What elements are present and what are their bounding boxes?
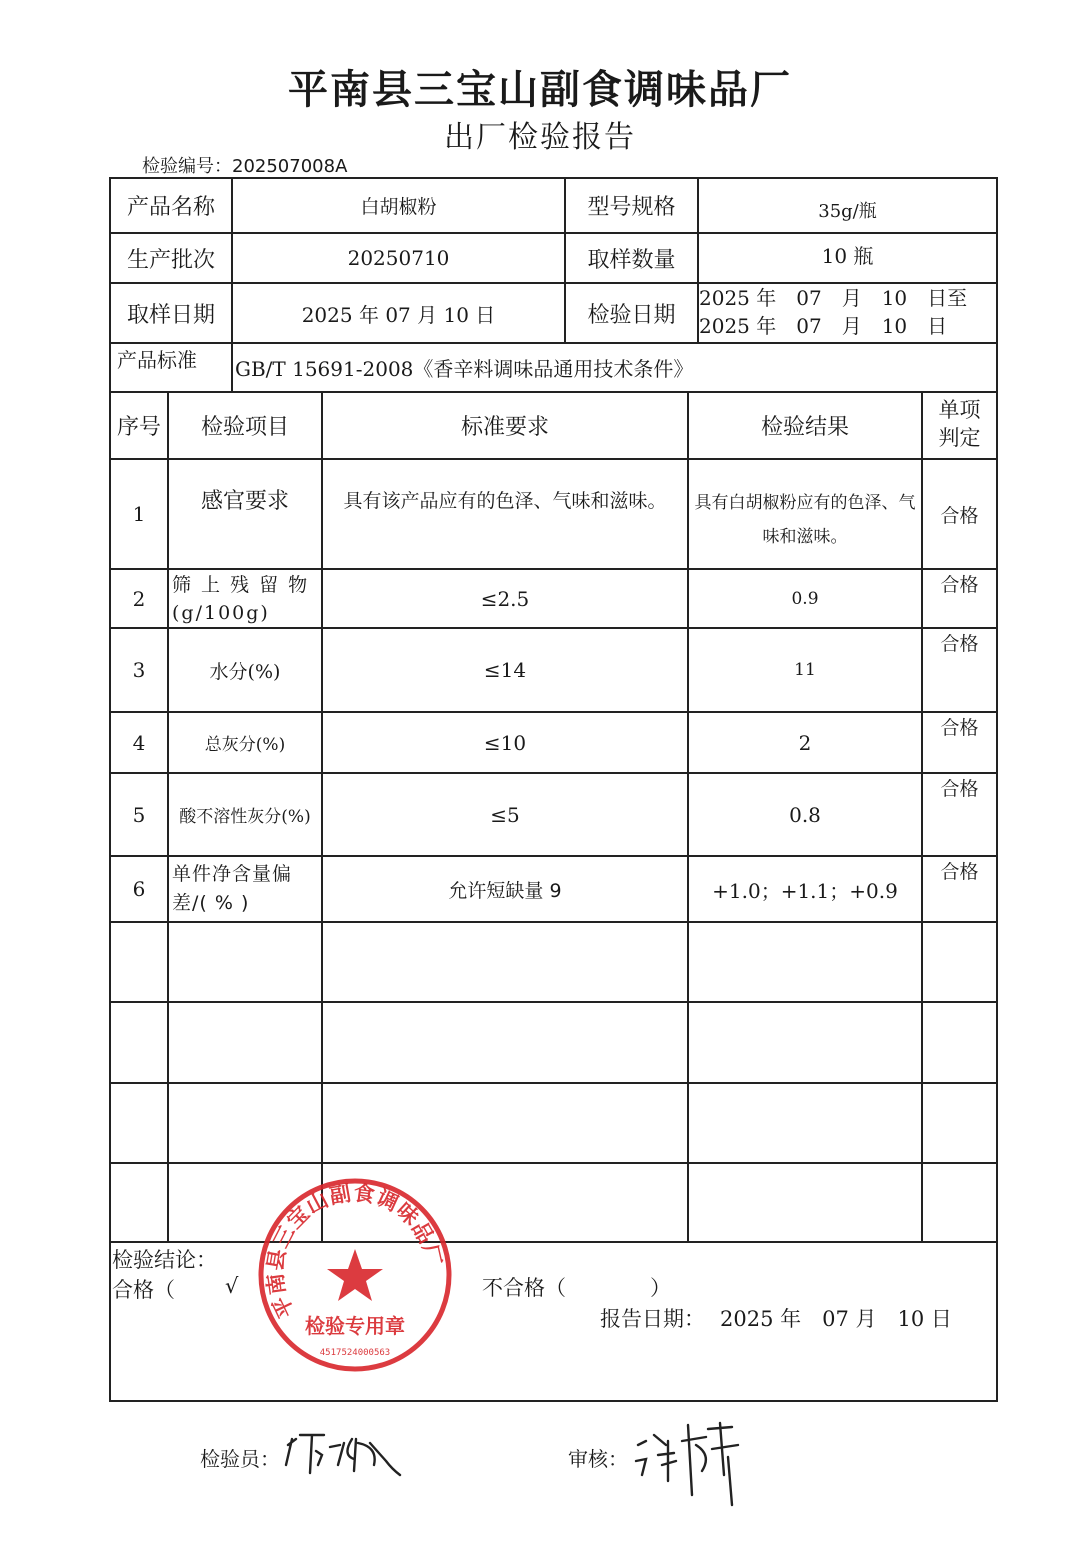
header-item: 检验项目 — [200, 415, 289, 440]
sample-date-value: 2025 年 07 月 10 日 — [301, 302, 496, 327]
table-row-2-result: 0.9 — [791, 588, 819, 609]
conclusion-label: 检验结论： — [112, 1248, 217, 1272]
table-row-4-item: 总灰分(%) — [204, 735, 286, 755]
table-row-1-no: 1 — [132, 502, 146, 526]
table-row-2-no: 2 — [132, 586, 146, 611]
table-row-4-result: 2 — [798, 730, 812, 755]
stamp-star-icon — [327, 1249, 383, 1301]
report-number-value: 202507008A — [232, 156, 348, 177]
stamp-outer-text: 平南县三宝山副食调味品厂 — [262, 1180, 446, 1322]
inspection-stamp — [255, 1175, 455, 1375]
table-row-6-requirement: 允许短缺量 9 — [448, 879, 562, 902]
inspect-date-value — [699, 284, 996, 340]
conclusion-fail-label: 不合格（ ） — [482, 1276, 671, 1300]
table-row-3-requirement: ≤14 — [483, 658, 527, 682]
table-row-1-result: 具有白胡椒粉应有的色泽、气味和滋味。 — [694, 493, 916, 547]
inspect-date-to: 2025 年 07 月 10 日 — [699, 314, 948, 338]
table-row-2-requirement: ≤2.5 — [480, 586, 530, 611]
header-no: 序号 — [116, 415, 161, 440]
header-requirement: 标准要求 — [460, 415, 549, 440]
report-number-label: 检验编号： — [142, 156, 232, 177]
table-row-3-result: 11 — [794, 660, 816, 680]
table-row-3-item: 水分(%) — [209, 660, 281, 683]
spec-label: 型号规格 — [587, 195, 676, 220]
table-row-6-item: 单件净含量偏差/( % ) — [172, 863, 293, 914]
table-row-6-no: 6 — [132, 877, 146, 901]
inspector-label: 检验员： — [200, 1447, 280, 1471]
table-row-1-requirement: 具有该产品应有的色泽、气味和滋味。 — [343, 490, 667, 512]
table-row-1-verdict: 合格 — [940, 504, 979, 527]
inspect-date-label: 检验日期 — [587, 302, 676, 328]
table-row-3-no: 3 — [132, 658, 146, 682]
table-row-2-item: 筛 上 残 留 物 (g/100g) — [172, 573, 310, 624]
inspect-date-from: 2025 年 07 月 10 日至 — [699, 286, 968, 310]
standard-label: 产品标准 — [117, 348, 197, 372]
table-row-4-verdict: 合格 — [940, 717, 979, 739]
sample-qty-value: 10 瓶 — [821, 244, 874, 268]
inspector-signature — [282, 1425, 407, 1485]
header-verdict-line1: 单项 — [938, 398, 981, 422]
conclusion-pass-label: 合格（ — [112, 1278, 175, 1302]
table-row-3-verdict: 合格 — [940, 633, 979, 655]
table-row-5-requirement: ≤5 — [490, 802, 520, 827]
document-subtitle: 出厂检验报告 — [444, 120, 636, 155]
header-verdict-line2: 判定 — [938, 426, 981, 450]
table-row-6-verdict: 合格 — [940, 861, 979, 883]
header-verdict — [923, 396, 996, 452]
stamp-number: 4517524000563 — [319, 1348, 391, 1358]
table-row-2-verdict: 合格 — [940, 574, 979, 596]
table-row-5-item: 酸不溶性灰分(%) — [179, 807, 311, 827]
standard-value: GB/T 15691-2008《香辛料调味品通用技术条件》 — [235, 357, 694, 381]
reviewer-signature — [632, 1415, 747, 1515]
table-row-5-result: 0.8 — [789, 802, 821, 827]
sample-date-label: 取样日期 — [126, 302, 215, 328]
reviewer-label: 审核： — [568, 1447, 628, 1471]
spec-value: 35g/瓶 — [818, 201, 877, 222]
report-date-label: 报告日期： — [600, 1307, 705, 1331]
product-name-value: 白胡椒粉 — [360, 196, 437, 218]
batch-label: 生产批次 — [126, 247, 215, 273]
report-date-value: 2025 年 07 月 10 日 — [720, 1307, 952, 1331]
table-row-5-verdict: 合格 — [940, 778, 979, 800]
table-row-4-no: 4 — [132, 730, 146, 755]
report-number — [142, 152, 347, 178]
table-row-5-no: 5 — [132, 802, 146, 827]
batch-value: 20250710 — [347, 246, 450, 270]
table-row-4-requirement: ≤10 — [483, 730, 527, 755]
stamp-inner-text: 检验专用章 — [305, 1314, 405, 1338]
sample-qty-label: 取样数量 — [587, 247, 676, 273]
table-row-6-result: +1.0；+1.1；+0.9 — [712, 878, 898, 903]
product-name-label: 产品名称 — [126, 195, 215, 220]
conclusion-pass-mark: √ — [225, 1274, 239, 1298]
header-result: 检验结果 — [760, 415, 849, 440]
document-title: 平南县三宝山副食调味品厂 — [288, 67, 792, 113]
table-row-1-item: 感官要求 — [200, 489, 289, 514]
